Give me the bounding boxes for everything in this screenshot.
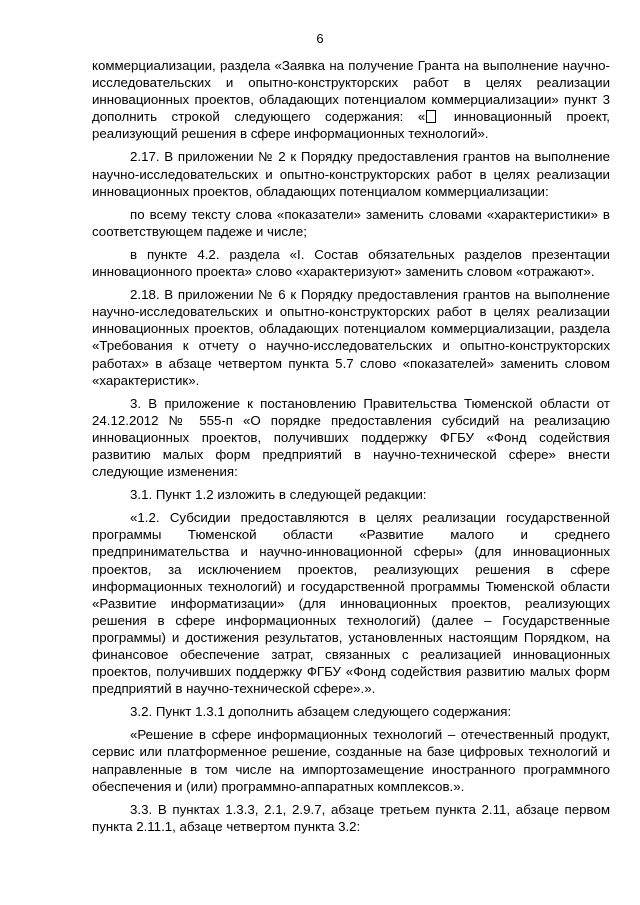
paragraph-text: 2.17. В приложении № 2 к Порядку предоставления грантов на выполнение научно-исследовательских и опытно-конструкторских работ в целях реализации инновационных проектов, обладающих потенциалом коммерциализации: bbox=[92, 149, 610, 199]
paragraph-text: «Решение в сфере информационных технологий – отечественный продукт, сервис или платформенное решение, созданные на базе цифровых технологий и направленные в том числе на импортозамещение иностранного программного обеспечения и (или) программно-аппаратных комплексов.». bbox=[92, 727, 610, 794]
paragraph bbox=[92, 726, 610, 794]
paragraph bbox=[92, 486, 610, 503]
paragraph-text: «1.2. Субсидии предоставляются в целях реализации государственной программы Тюменской области «Развитие малого и среднего предпринимательства и научно-инновационной сферы» (для инновационных проектов, за исключением проектов, реализующих решения в сфере информационных технологий) и государственной программы Тюменской области «Развитие информатизации» (для инновационных проектов, реализующих решения в сфере информационных технологий) (далее – Государственные программы) и достижения результатов, установленных настоящим Порядком, на финансовое обеспечение затрат, связанных с реализацией инновационных проектов, получивших поддержку ФГБУ «Фонд содействия развитию малых форм предприятий в научно-технической сфере».». bbox=[92, 510, 610, 697]
paragraph bbox=[92, 286, 610, 389]
paragraph bbox=[92, 509, 610, 697]
paragraph bbox=[92, 206, 610, 240]
paragraph-text: 3. В приложение к постановлению Правительства Тюменской области от 24.12.2012 № 555-п «О порядке предоставления субсидий на реализацию инновационных проектов, получивших поддержку ФГБУ «Фонд содействия развитию малых форм предприятий в научно-технической сфере» внести следующие изменения: bbox=[92, 395, 610, 480]
paragraph bbox=[92, 703, 610, 720]
paragraph bbox=[92, 148, 610, 199]
paragraph bbox=[92, 801, 610, 835]
page-number: 6 bbox=[316, 31, 324, 46]
paragraph-text: 3.3. В пунктах 1.3.3, 2.1, 2.9.7, абзаце третьем пункта 2.11, абзаце первом пункта 2.11.1, абзаце четвертом пункта 3.2: bbox=[92, 801, 610, 834]
checkbox-symbol-icon bbox=[426, 110, 436, 123]
paragraph bbox=[92, 246, 610, 280]
paragraph-text: по всему тексту слова «показатели» заменить словами «характеристики» в соответствующем падеже и числе; bbox=[92, 206, 610, 239]
paragraph-text: 3.1. Пункт 1.2 изложить в следующей редакции: bbox=[130, 487, 427, 503]
paragraph-text: 3.2. Пункт 1.3.1 дополнить абзацем следующего содержания: bbox=[130, 704, 512, 720]
document-body bbox=[92, 57, 610, 841]
paragraph-text: инновационный проект, реализующий решения в сфере информационных технологий». bbox=[92, 109, 611, 142]
paragraph bbox=[92, 395, 610, 480]
paragraph-text: 2.18. В приложении № 6 к Порядку предоставления грантов на выполнение научно-исследовательских и опытно-конструкторских работ в целях реализации инновационных проектов, обладающих потенциалом коммерциализации, раздела «Требования к отчету о научно-исследовательских и опытно-конструкторских работах» в абзаце четвертом пункта 5.7 слово «показателей» заменить словом «характеристик». bbox=[92, 287, 610, 388]
paragraph-text: в пункте 4.2. раздела «I. Состав обязательных разделов презентации инновационного проекта» слово «характеризуют» заменить словом «отражают». bbox=[92, 246, 610, 280]
paragraph-text: коммерциализации, раздела «Заявка на получение Гранта на выполнение научно-исследовательских и опытно-конструкторских работ в целях реализации инновационных проектов, обладающих потенциалом коммерциализации» пункт 3 дополнить строкой следующего содержания: « bbox=[92, 58, 610, 125]
paragraph bbox=[92, 57, 610, 142]
